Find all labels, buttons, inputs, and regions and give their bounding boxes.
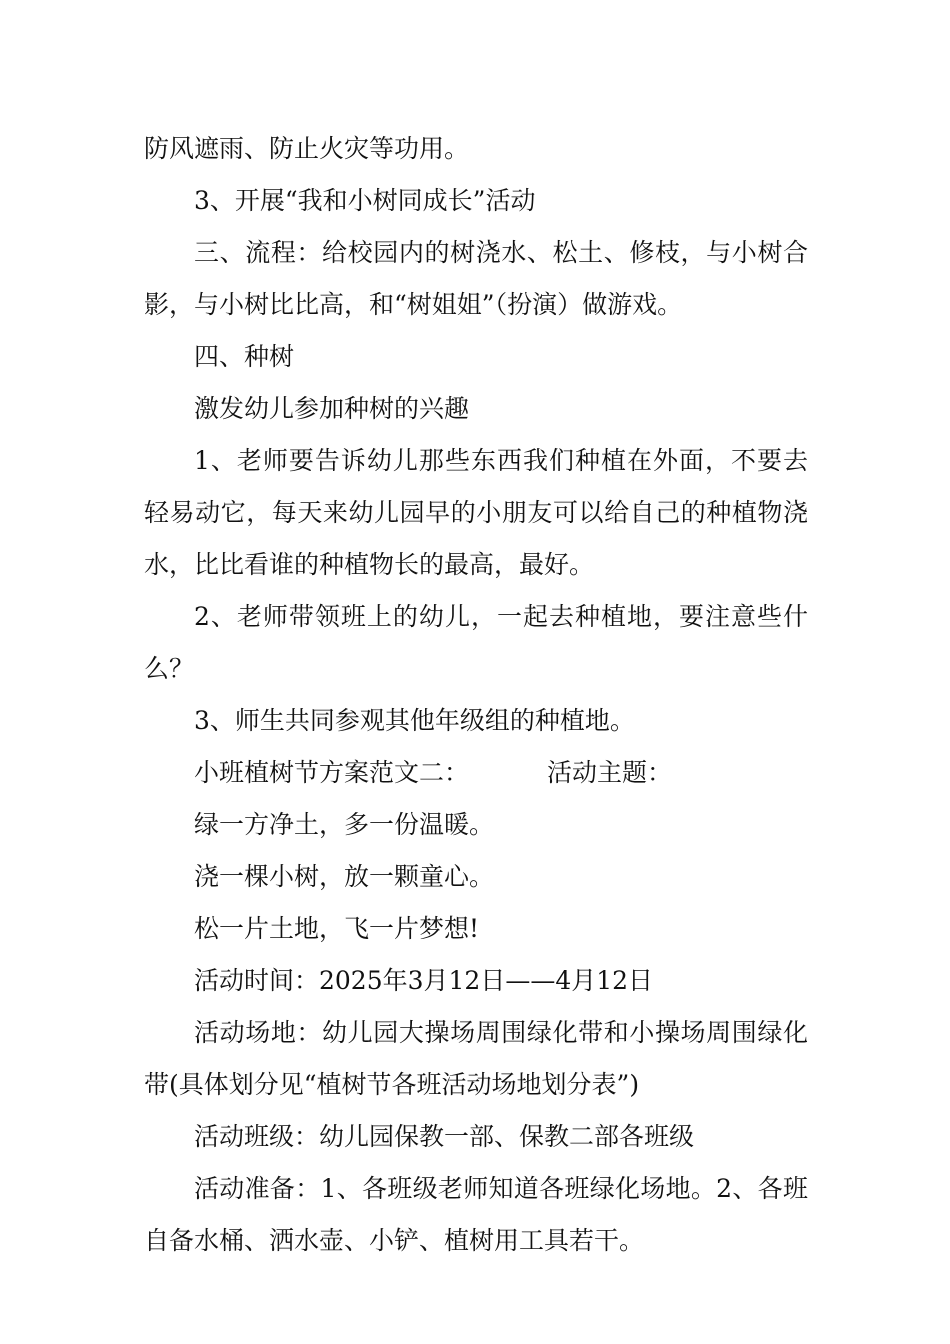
heading-plant-trees: 四、种树 (194, 342, 295, 371)
section-title: 小班植树节方案范文二： (194, 758, 470, 787)
activity-venue: 活动场地：幼儿园大操场周围绿化带和小操场周围绿化带(具体划分见“植树节各班活动场地划分表”) (144, 1018, 808, 1099)
paragraph-continuation: 防风遮雨、防止火灾等功用。 (144, 134, 470, 163)
paragraph-process: 三、流程：给校园内的树浇水、松土、修枝，与小树合影，与小树比比高，和“树姐姐”（扮演）做游戏。 (144, 238, 808, 319)
theme-line-2: 浇一棵小树，放一颗童心。 (194, 862, 495, 891)
section-subtitle: 活动主题： (547, 758, 673, 787)
paragraph-step-3: 3、师生共同参观其他年级组的种植地。 (194, 706, 635, 735)
theme-line-3: 松一片土地，飞一片梦想! (194, 914, 480, 943)
paragraph-step-1: 1、老师要告诉幼儿那些东西我们种植在外面，不要去轻易动它，每天来幼儿园早的小朋友可以给自己的种植物浇水，比比看谁的种植物长的最高，最好。 (144, 446, 808, 579)
paragraph-interest: 激发幼儿参加种树的兴趣 (194, 394, 470, 423)
activity-time: 活动时间：2025年3月12日——4月12日 (194, 966, 654, 995)
document-body (144, 123, 808, 1267)
paragraph-step-2: 2、老师带领班上的幼儿，一起去种植地，要注意些什么？ (144, 602, 808, 683)
theme-line-1: 绿一方净土，多一份温暖。 (194, 810, 495, 839)
paragraph-activity-3: 3、开展“我和小树同成长”活动 (194, 186, 536, 215)
activity-classes: 活动班级：幼儿园保教一部、保教二部各班级 (194, 1122, 695, 1151)
activity-preparation: 活动准备：1、各班级老师知道各班绿化场地。2、各班自备水桶、洒水壶、小铲、植树用工具若干。 (144, 1174, 808, 1255)
section-heading (144, 747, 808, 799)
